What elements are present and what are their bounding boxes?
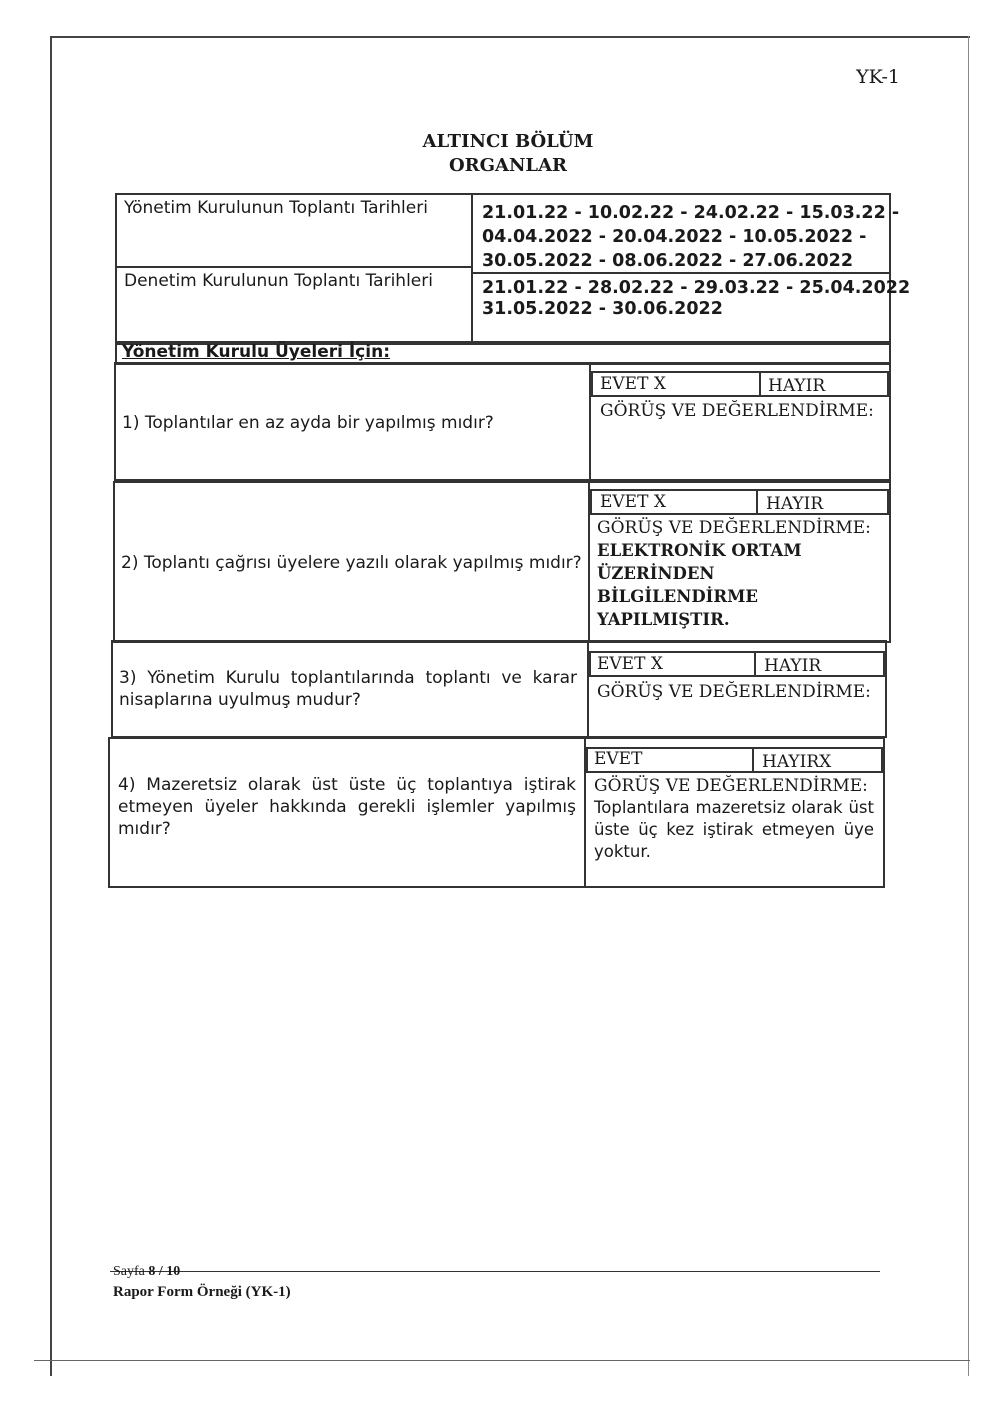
question-2-review-label: GÖRÜŞ VE DEĞERLENDİRME: [597,518,871,538]
question-2-text: 2) Toplantı çağrısı üyelere yazılı olarak yapılmış mıdır? [121,553,582,573]
question-4-text: 4) Mazeretsiz olarak üst üste üç toplantıya iştirak etmeyen üyeler hakkında gerekli işlemler yapılmış mıdır? [118,775,576,839]
question-1-review-label: GÖRÜŞ VE DEĞERLENDİRME: [600,401,874,421]
question-3-text: 3) Yönetim Kurulu toplantılarında toplantı ve karar nisaplarına uyulmuş mudur? [119,668,577,710]
audit-dates-line-2: 31.05.2022 - 30.06.2022 [482,299,723,319]
question-4-answer-divider [752,747,754,773]
board-dates-label: Yönetim Kurulunun Toplantı Tarihleri [124,198,428,218]
audit-dates-label: Denetim Kurulunun Toplantı Tarihleri [124,271,433,291]
dates-row-separator-left [115,266,471,268]
question-1-no: HAYIR [768,376,826,396]
footer-page-number [113,1264,180,1280]
question-4-yes: EVET [594,749,643,769]
question-1-text: 1) Toplantılar en az ayda bir yapılmış mıdır? [122,413,494,433]
board-dates-line-2: 04.04.2022 - 20.04.2022 - 10.05.2022 - [482,227,867,247]
question-1-yes: EVET X [600,374,666,394]
question-3-yes: EVET X [597,654,663,674]
question-4-review-label: GÖRÜŞ VE DEĞERLENDİRME: [594,776,868,796]
footer-page-value: 8 / 10 [148,1264,181,1279]
page-border-top [50,36,970,38]
dates-row-separator-right [471,272,891,274]
dates-divider [471,193,473,343]
page-title: ORGANLAR [448,155,567,176]
question-2-yes: EVET X [600,492,666,512]
section-title: ALTINCI BÖLÜM [422,131,594,152]
members-heading: Yönetim Kurulu Üyeleri İçin: [122,342,390,362]
page-border-bottom [34,1360,970,1361]
form-code: YK-1 [856,66,900,88]
board-dates-line-3: 30.05.2022 - 08.06.2022 - 27.06.2022 [482,251,854,271]
question-4-no: HAYIRX [762,752,832,772]
question-2-no: HAYIR [766,494,824,514]
question-1-answer-divider [759,371,761,397]
audit-dates-line-1: 21.01.22 - 28.02.22 - 29.03.22 - 25.04.2022 [482,278,911,298]
page-border-left [50,36,52,1376]
question-3-no: HAYIR [764,656,822,676]
question-3-review-label: GÖRÜŞ VE DEĞERLENDİRME: [597,682,871,702]
question-4-review-text: Toplantılara mazeretsiz olarak üst üste üç kez iştirak etmeyen üye yoktur. [594,798,874,861]
question-2-answer-divider [756,489,758,515]
page-border-right [968,36,969,1376]
board-dates-line-1: 21.01.22 - 10.02.22 - 24.02.22 - 15.03.22 - [482,203,900,223]
footer-rule [110,1271,880,1272]
footer-page-prefix: Sayfa [113,1264,145,1279]
question-3-answer-divider [754,651,756,677]
question-2-review-text: ELEKTRONİK ORTAM ÜZERİNDEN BİLGİLENDİRME YAPILMIŞTIR. [597,541,802,629]
footer-form-name: Rapor Form Örneği (YK-1) [113,1284,291,1300]
